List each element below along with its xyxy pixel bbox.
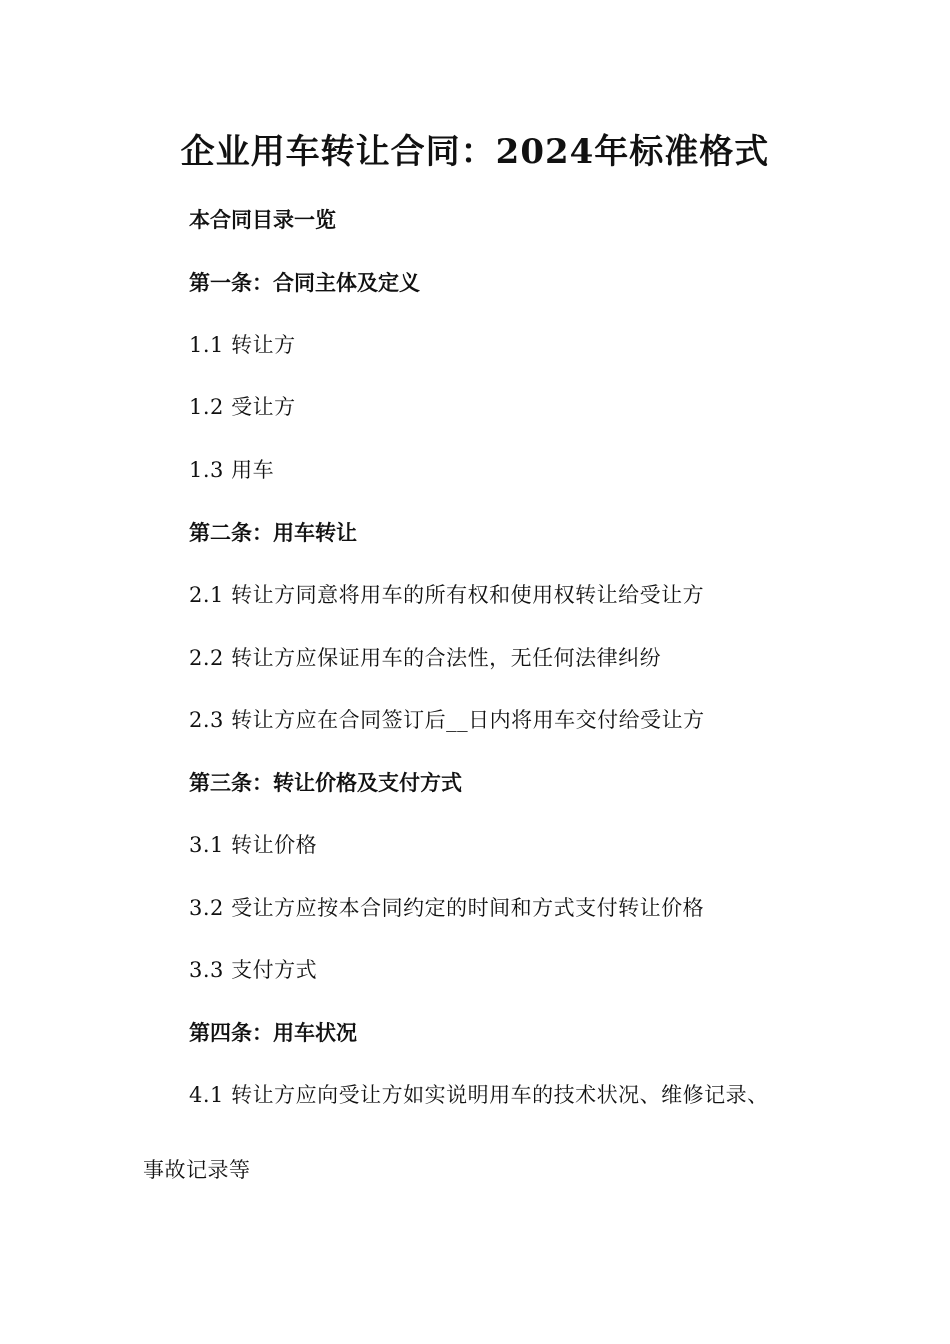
clause-4-1: 4.1 转让方应向受让方如实说明用车的技术状况、维修记录、	[189, 1083, 769, 1107]
article-4-heading: 第四条：用车状况	[189, 1021, 357, 1045]
clause-2-2: 2.2 转让方应保证用车的合法性，无任何法律纠纷	[189, 646, 662, 670]
clause-1-2: 1.2 受让方	[189, 395, 296, 419]
toc-heading: 本合同目录一览	[189, 208, 336, 232]
article-1-heading: 第一条：合同主体及定义	[189, 271, 420, 295]
clause-1-3: 1.3 用车	[189, 458, 275, 482]
clause-3-1: 3.1 转让价格	[189, 833, 318, 857]
clause-4-1-continuation: 事故记录等	[143, 1158, 251, 1182]
clause-2-3: 2.3 转让方应在合同签订后__日内将用车交付给受让方	[189, 708, 705, 732]
clause-2-1: 2.1 转让方同意将用车的所有权和使用权转让给受让方	[189, 583, 705, 607]
article-3-heading: 第三条：转让价格及支付方式	[189, 771, 462, 795]
clause-1-1: 1.1 转让方	[189, 333, 296, 357]
clause-3-2: 3.2 受让方应按本合同约定的时间和方式支付转让价格	[189, 896, 705, 920]
clause-3-3: 3.3 支付方式	[189, 958, 318, 982]
article-2-heading: 第二条：用车转让	[189, 521, 357, 545]
document-title: 企业用车转让合同：2024年标准格式	[180, 132, 770, 172]
